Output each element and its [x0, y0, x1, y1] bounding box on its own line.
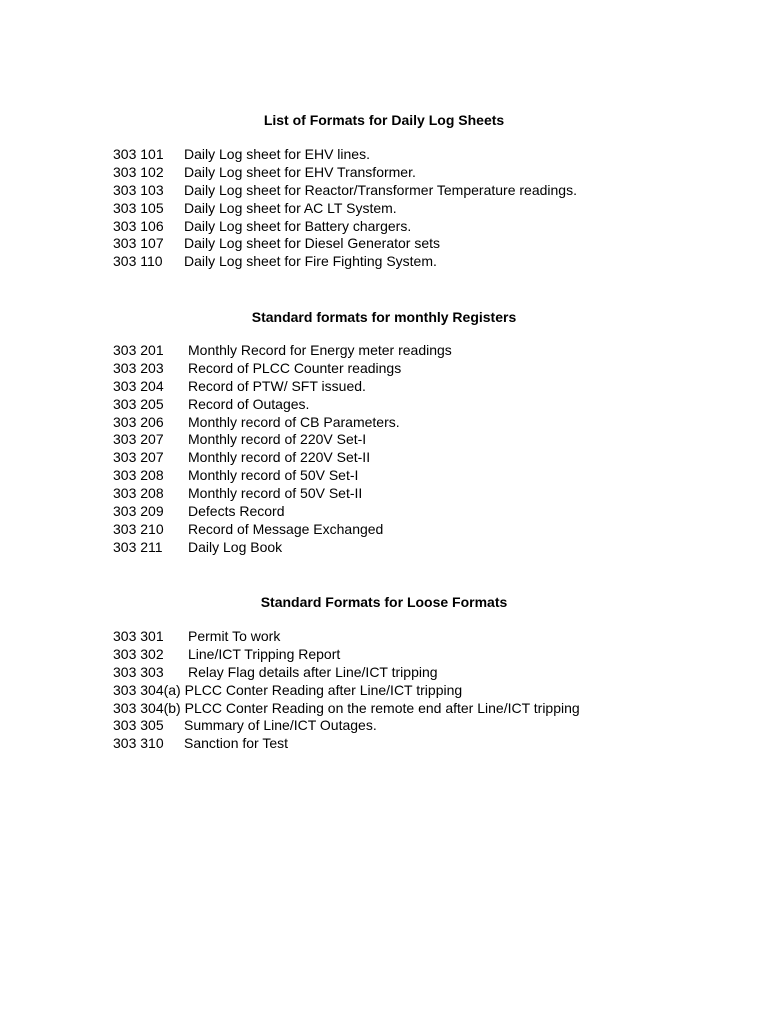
format-description: Monthly record of CB Parameters.	[188, 413, 400, 430]
format-code: 303 103	[113, 181, 164, 198]
format-description: Sanction for Test	[184, 735, 289, 752]
format-description: Monthly Record for Energy meter readings	[188, 342, 452, 358]
list-item	[113, 521, 452, 539]
format-code: 303 203	[113, 359, 164, 376]
format-code: 303 205	[113, 395, 164, 412]
format-code: 303 209	[113, 503, 164, 520]
list-item	[113, 700, 580, 718]
loose-formats-list	[113, 628, 580, 753]
list-item	[113, 396, 452, 414]
format-code: 303 106	[113, 217, 164, 234]
list-item	[113, 218, 577, 236]
format-description: Defects Record	[188, 503, 285, 520]
format-code: 303 204	[113, 377, 164, 394]
daily-log-sheet-list	[113, 146, 577, 271]
format-code: 303 305	[113, 717, 164, 734]
format-code: 303 208	[113, 467, 164, 484]
format-code: 303 303	[113, 663, 164, 680]
format-description: PLCC Conter Reading after Line/ICT tripping	[180, 681, 463, 698]
section-heading-daily-log-sheets: List of Formats for Daily Log Sheets	[263, 112, 505, 128]
list-item	[113, 414, 452, 432]
format-code: 303 110	[113, 253, 163, 270]
format-description: Daily Log sheet for EHV Transformer.	[184, 163, 416, 180]
format-code: 303 302	[113, 645, 164, 662]
list-item	[113, 146, 577, 164]
format-description: Monthly record of 50V Set-II	[188, 485, 363, 502]
format-description: Record of PTW/ SFT issued.	[188, 377, 366, 394]
section-heading-loose-formats: Standard Formats for Loose Formats	[260, 594, 508, 610]
format-code: 303 107	[113, 235, 164, 252]
format-description: Monthly record of 220V Set-I	[188, 431, 367, 448]
format-code: 303 304(a)	[113, 681, 181, 698]
format-code: 303 207	[113, 449, 164, 466]
list-item	[113, 682, 580, 700]
format-description: Relay Flag details after Line/ICT tripping	[188, 663, 438, 680]
format-description: Record of PLCC Counter readings	[188, 359, 402, 376]
list-item	[113, 182, 577, 200]
list-item	[113, 628, 580, 646]
list-item	[113, 431, 452, 449]
format-description: Record of Outages.	[188, 395, 310, 412]
format-code: 303 208	[113, 485, 164, 502]
list-item	[113, 164, 577, 182]
format-code: 303 210	[113, 520, 164, 537]
list-item	[113, 735, 580, 753]
list-item	[113, 235, 577, 253]
format-description: Monthly record of 50V Set-I	[188, 467, 359, 484]
list-item	[113, 646, 580, 664]
format-description: Daily Log sheet for Battery chargers.	[184, 217, 412, 234]
format-code: 303 301	[113, 628, 164, 644]
format-code: 303 201	[113, 342, 164, 358]
list-item	[113, 342, 452, 360]
format-description: Permit To work	[188, 628, 281, 644]
format-description: Line/ICT Tripping Report	[188, 645, 341, 662]
format-description: Daily Log sheet for Reactor/Transformer Temperature readings.	[184, 181, 577, 198]
format-code: 303 105	[113, 199, 164, 216]
format-code: 303 206	[113, 413, 164, 430]
list-item	[113, 717, 580, 735]
format-description: Record of Message Exchanged	[188, 520, 384, 537]
format-description: Daily Log sheet for Fire Fighting System.	[184, 253, 437, 270]
list-item	[113, 378, 452, 396]
monthly-registers-list	[113, 342, 452, 557]
format-code: 303 207	[113, 431, 164, 448]
list-item	[113, 200, 577, 218]
list-item	[113, 539, 452, 557]
format-code: 303 101	[113, 146, 164, 162]
format-description: Monthly record of 220V Set-II	[188, 449, 371, 466]
format-description: PLCC Conter Reading on the remote end after Line/ICT tripping	[180, 699, 580, 716]
format-code: 303 304(b)	[113, 699, 181, 716]
list-item	[113, 449, 452, 467]
section-heading-monthly-registers: Standard formats for monthly Registers	[251, 309, 517, 325]
format-code: 303 102	[113, 163, 164, 180]
list-item	[113, 664, 580, 682]
list-item	[113, 253, 577, 271]
list-item	[113, 485, 452, 503]
list-item	[113, 503, 452, 521]
format-description: Daily Log sheet for EHV lines.	[184, 146, 370, 162]
format-description: Daily Log Book	[188, 538, 283, 555]
format-code: 303 310	[113, 735, 164, 752]
list-item	[113, 467, 452, 485]
list-item	[113, 360, 452, 378]
format-code: 303 211	[113, 538, 163, 555]
format-description: Daily Log sheet for Diesel Generator sets	[184, 235, 441, 252]
format-description: Summary of Line/ICT Outages.	[184, 717, 377, 734]
format-description: Daily Log sheet for AC LT System.	[184, 199, 397, 216]
